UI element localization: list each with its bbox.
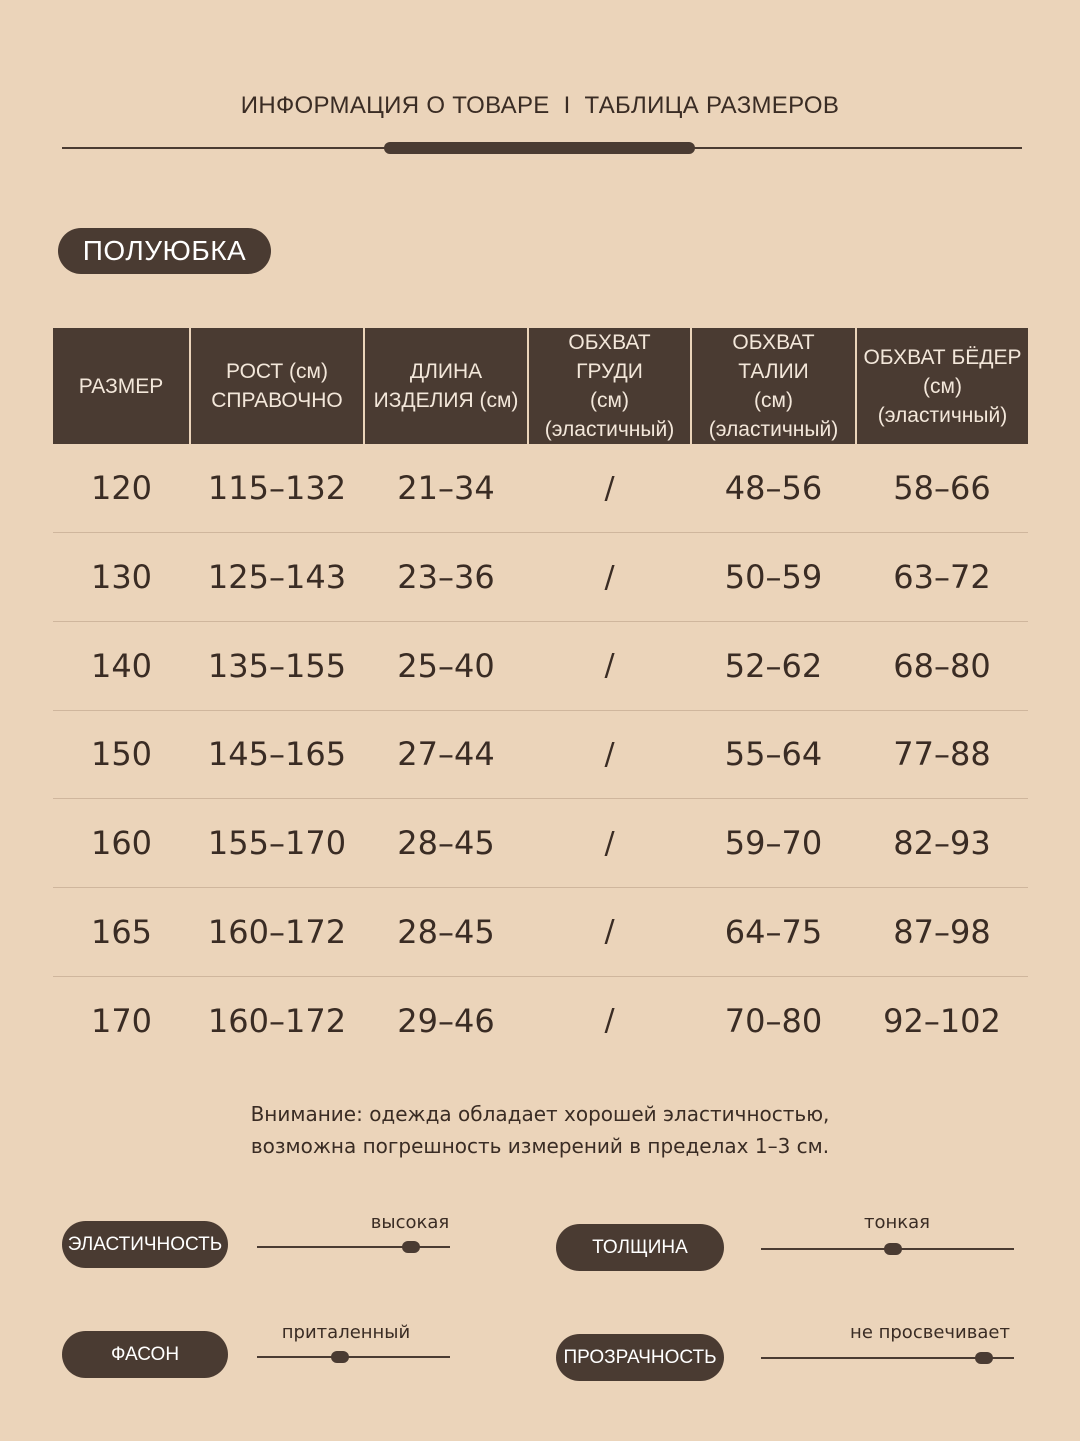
header-product-info: ИНФОРМАЦИЯ О ТОВАРЕ (240, 92, 550, 119)
cell-size: 165 (53, 887, 190, 976)
product-type-badge: ПОЛУЮБКА (58, 228, 271, 274)
transparency-scale (761, 1357, 1014, 1359)
table-row (53, 887, 1028, 976)
table-row (53, 533, 1028, 622)
elasticity-label: ЭЛАСТИЧНОСТЬ (62, 1221, 228, 1268)
cell-waist: 52–62 (691, 621, 856, 710)
transparency-label: ПРОЗРАЧНОСТЬ (556, 1334, 724, 1381)
elasticity-scale-knob (402, 1241, 420, 1253)
cell-size: 120 (53, 444, 190, 533)
cell-length: 27–44 (364, 710, 528, 799)
cell-height: 145–165 (190, 710, 364, 799)
column-header-size: РАЗМЕР (53, 328, 190, 444)
thickness-label: ТОЛЩИНА (556, 1224, 724, 1271)
cell-chest: / (528, 887, 691, 976)
cell-chest: / (528, 710, 691, 799)
elasticity-scale (257, 1246, 450, 1248)
table-row (53, 621, 1028, 710)
note-line-2: возможна погрешность измерений в пределах 1–3 см. (250, 1134, 830, 1158)
column-header-hips: ОБХВАТ БЁДЕР (см) (эластичный) (856, 328, 1028, 444)
cell-height: 115–132 (190, 444, 364, 533)
fit-label: ФАСОН (62, 1331, 228, 1378)
cell-chest: / (528, 444, 691, 533)
column-header-chest: ОБХВАТ ГРУДИ (см) (эластичный) (528, 328, 691, 444)
cell-length: 23–36 (364, 533, 528, 622)
cell-waist: 50–59 (691, 533, 856, 622)
transparency-scale-knob (975, 1352, 993, 1364)
measurement-note (0, 1098, 1080, 1162)
cell-height: 155–170 (190, 799, 364, 888)
header-separator: I (563, 92, 571, 119)
table-row (53, 799, 1028, 888)
column-header-waist: ОБХВАТ ТАЛИИ (см) (эластичный) (691, 328, 856, 444)
thickness-level-text: тонкая (864, 1212, 930, 1233)
table-row (53, 976, 1028, 1065)
cell-height: 160–172 (207, 1001, 347, 1040)
cell-chest: / (528, 533, 691, 622)
cell-chest: / (528, 799, 691, 888)
cell-size: 170 (90, 1001, 153, 1040)
size-table-header (53, 328, 1028, 444)
thickness-scale (761, 1248, 1014, 1250)
column-header-height: РОСТ (см) СПРАВОЧНО (190, 328, 364, 444)
cell-size: 130 (53, 533, 190, 622)
cell-waist: 64–75 (691, 887, 856, 976)
cell-height: 125–143 (190, 533, 364, 622)
cell-hips: 68–80 (856, 621, 1028, 710)
fit-scale-knob (331, 1351, 349, 1363)
cell-hips: 58–66 (856, 444, 1028, 533)
cell-size: 160 (53, 799, 190, 888)
cell-hips: 77–88 (856, 710, 1028, 799)
header-divider-accent (384, 142, 695, 154)
cell-length: 25–40 (364, 621, 528, 710)
cell-waist: 70–80 (724, 1001, 823, 1040)
cell-waist: 59–70 (691, 799, 856, 888)
thickness-scale-knob (884, 1243, 902, 1255)
cell-hips: 87–98 (856, 887, 1028, 976)
cell-height: 160–172 (190, 887, 364, 976)
table-row (53, 444, 1028, 533)
cell-length: 21–34 (364, 444, 528, 533)
cell-size: 140 (53, 621, 190, 710)
table-row (53, 710, 1028, 799)
transparency-level-text: не просвечивает (850, 1322, 1010, 1343)
fit-level-text: приталенный (281, 1322, 411, 1343)
page-header (0, 92, 1080, 120)
cell-chest: / (528, 621, 691, 710)
cell-length: 29–46 (397, 1001, 495, 1040)
cell-length: 28–45 (364, 799, 528, 888)
cell-hips: 92–102 (883, 1001, 1001, 1040)
fit-scale (257, 1356, 450, 1358)
size-table (53, 328, 1028, 1065)
cell-height: 135–155 (190, 621, 364, 710)
cell-hips: 82–93 (856, 799, 1028, 888)
cell-hips: 63–72 (856, 533, 1028, 622)
cell-waist: 48–56 (691, 444, 856, 533)
note-line-1: Внимание: одежда обладает хорошей эластичностью, (250, 1102, 830, 1126)
cell-chest: / (604, 1003, 615, 1039)
cell-length: 28–45 (364, 887, 528, 976)
header-size-chart: ТАБЛИЦА РАЗМЕРОВ (584, 92, 840, 119)
cell-waist: 55–64 (691, 710, 856, 799)
elasticity-level-text: высокая (370, 1212, 450, 1233)
cell-size: 150 (53, 710, 190, 799)
column-header-length: ДЛИНА ИЗДЕЛИЯ (см) (364, 328, 528, 444)
